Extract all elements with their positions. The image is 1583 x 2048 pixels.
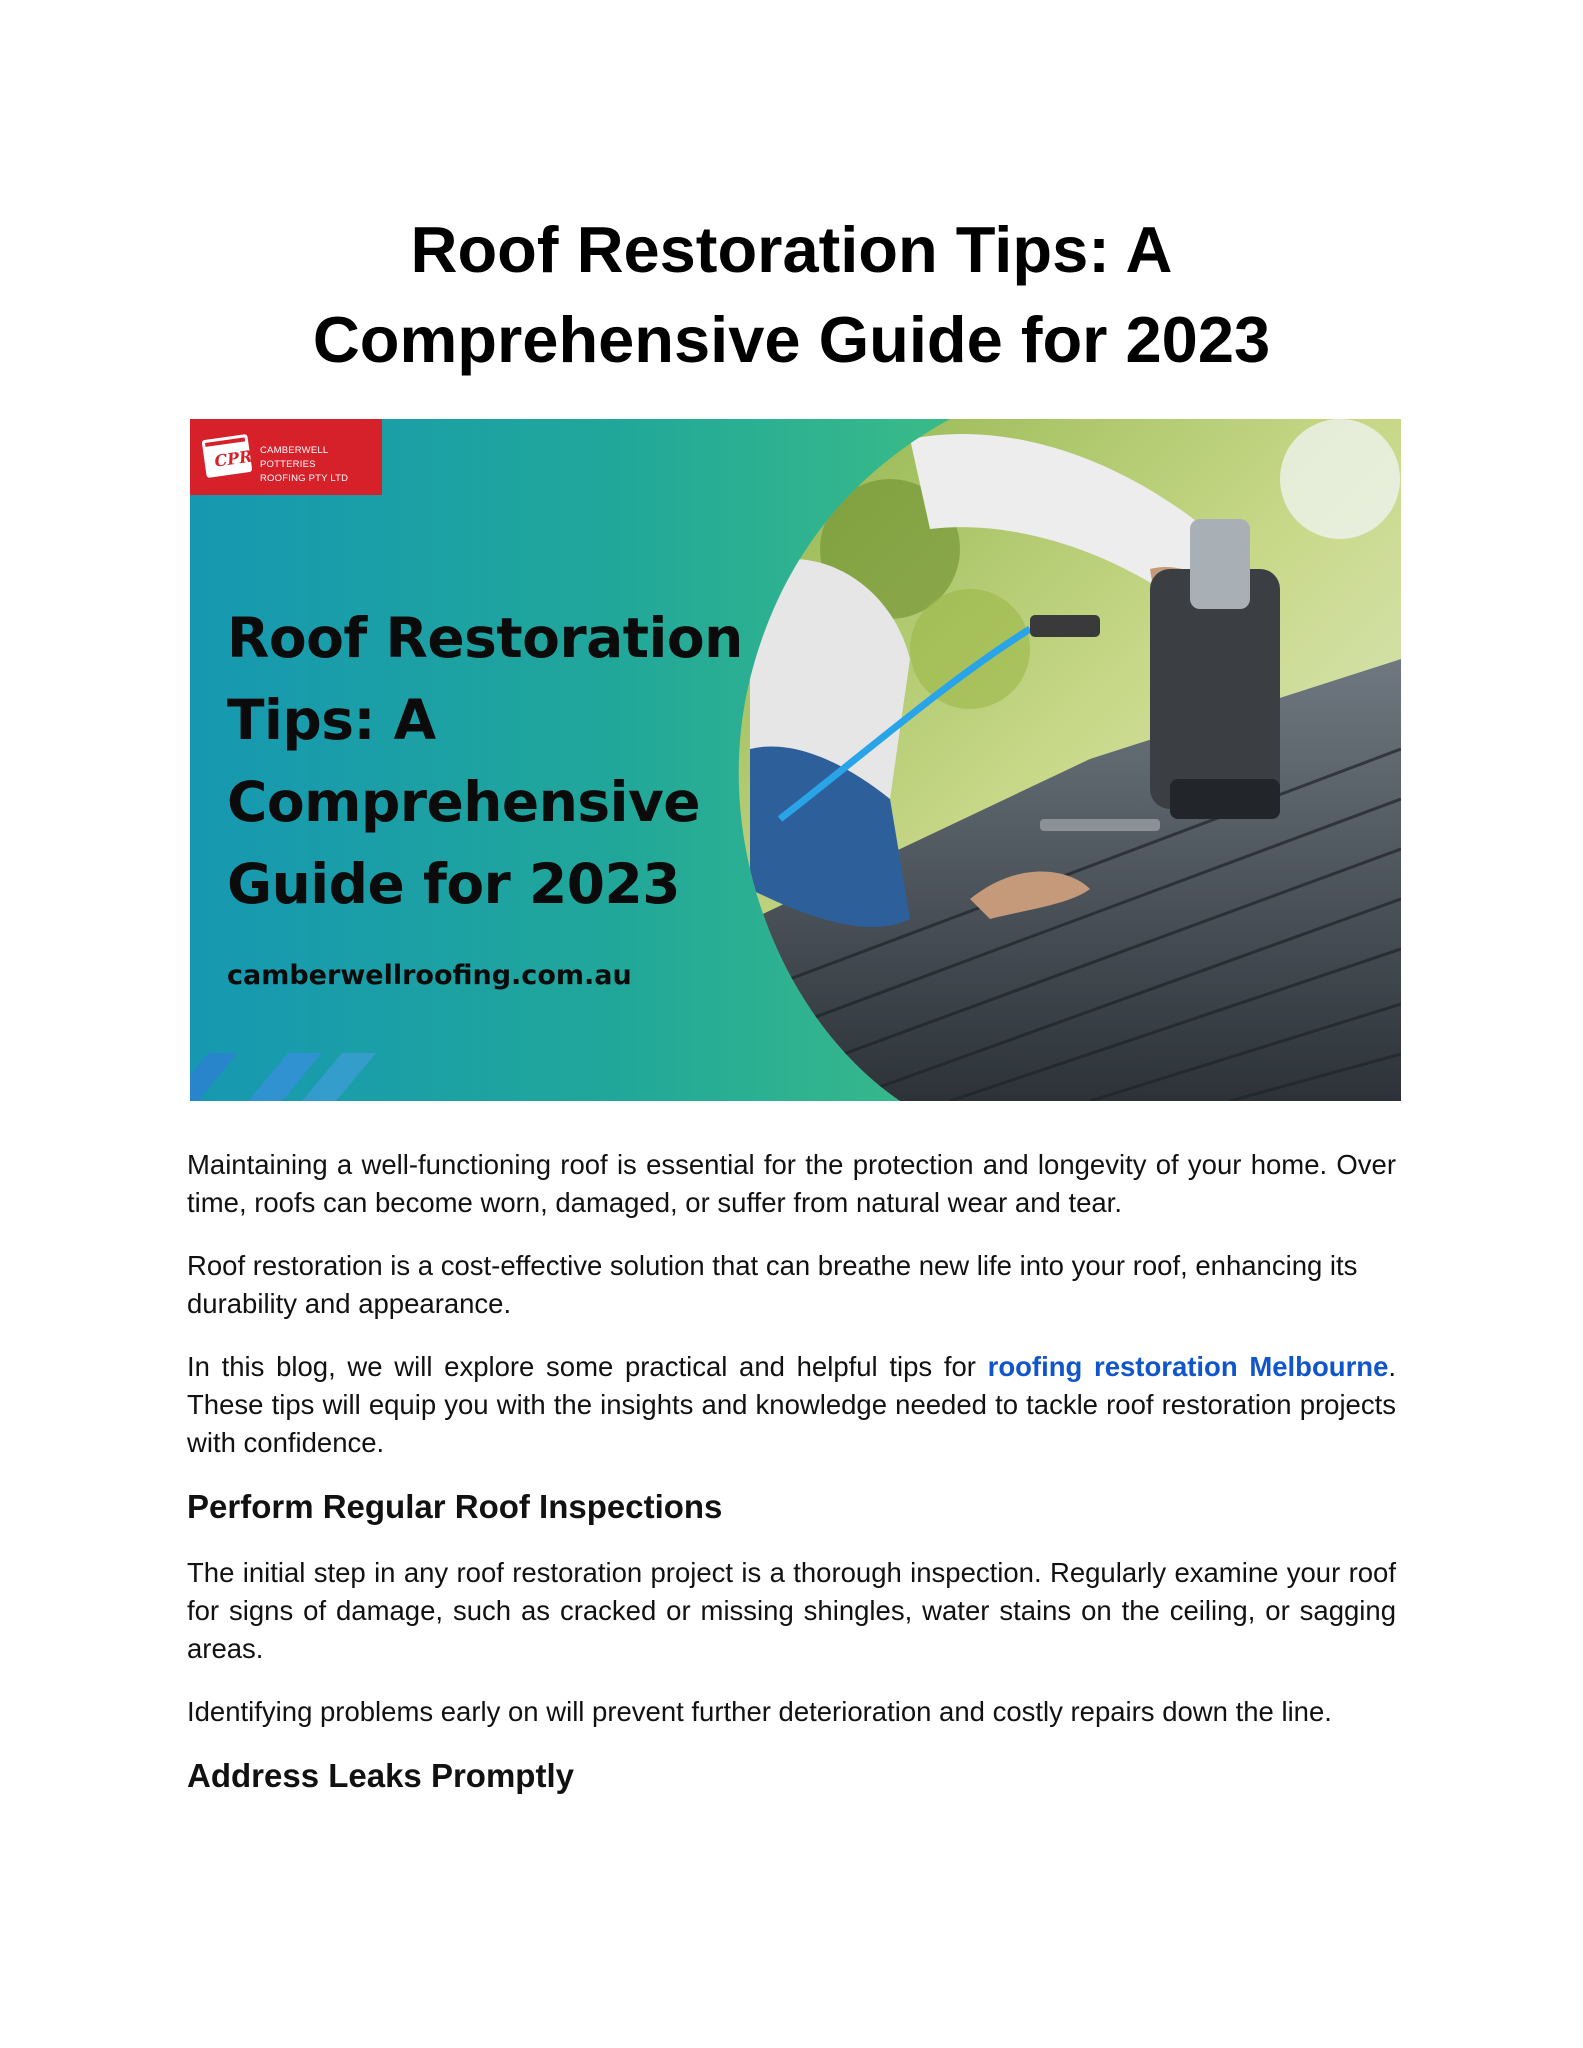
article-body xyxy=(187,1146,1396,1823)
banner-heading-line: Roof Restoration xyxy=(227,606,743,670)
brand-logo-badge xyxy=(190,419,382,495)
hero-banner-image xyxy=(190,419,1401,1101)
brand-name-line-1: CAMBERWELL POTTERIES xyxy=(260,445,328,470)
banner-heading-line: Tips: A xyxy=(227,688,436,752)
banner-heading xyxy=(227,597,787,925)
inspections-paragraph: The initial step in any roof restoration project is a thorough inspection. Regularly examine your roof for signs of damage, such as cracked or missing shingles, water stains on the ceiling, or sagging areas. xyxy=(187,1557,1396,1664)
brand-name xyxy=(260,444,378,486)
roofing-restoration-melbourne-link[interactable]: roofing restoration Melbourne xyxy=(987,1351,1389,1382)
blog-intro-text: In this blog, we will explore some practical and helpful tips for xyxy=(187,1351,988,1382)
banner-heading-line: Guide for 2023 xyxy=(227,852,681,916)
restoration-paragraph: Roof restoration is a cost-effective solution that can breathe new life into your roof, enhancing its durability and appearance. xyxy=(187,1250,1358,1319)
section-heading-leaks: Address Leaks Promptly xyxy=(187,1757,574,1794)
page-title xyxy=(150,205,1433,385)
brand-name-line-2: ROOFING PTY LTD xyxy=(260,473,349,484)
company-logo-icon xyxy=(202,433,254,479)
page-title-line-2: Comprehensive Guide for 2023 xyxy=(312,303,1271,376)
blog-intro-paragraph xyxy=(187,1348,1396,1462)
intro-paragraph: Maintaining a well-functioning roof is essential for the protection and longevity of your home. Over time, roofs can become worn, damaged, or suffer from natural wear and tear. xyxy=(187,1149,1396,1218)
blog-intro-text-continued: . These tips will equip you with the insights and knowledge needed to tackle roof restoration projects with confidence. xyxy=(187,1351,1397,1458)
section-heading-inspections: Perform Regular Roof Inspections xyxy=(187,1488,723,1525)
page-title-line-1: Roof Restoration Tips: A xyxy=(410,213,1173,286)
banner-website-url: camberwellroofing.com.au xyxy=(227,960,632,991)
early-identification-paragraph: Identifying problems early on will prevent further deterioration and costly repairs down the line. xyxy=(187,1696,1332,1727)
logo-text: CPR xyxy=(213,446,254,471)
banner-heading-line: Comprehensive xyxy=(227,770,701,834)
